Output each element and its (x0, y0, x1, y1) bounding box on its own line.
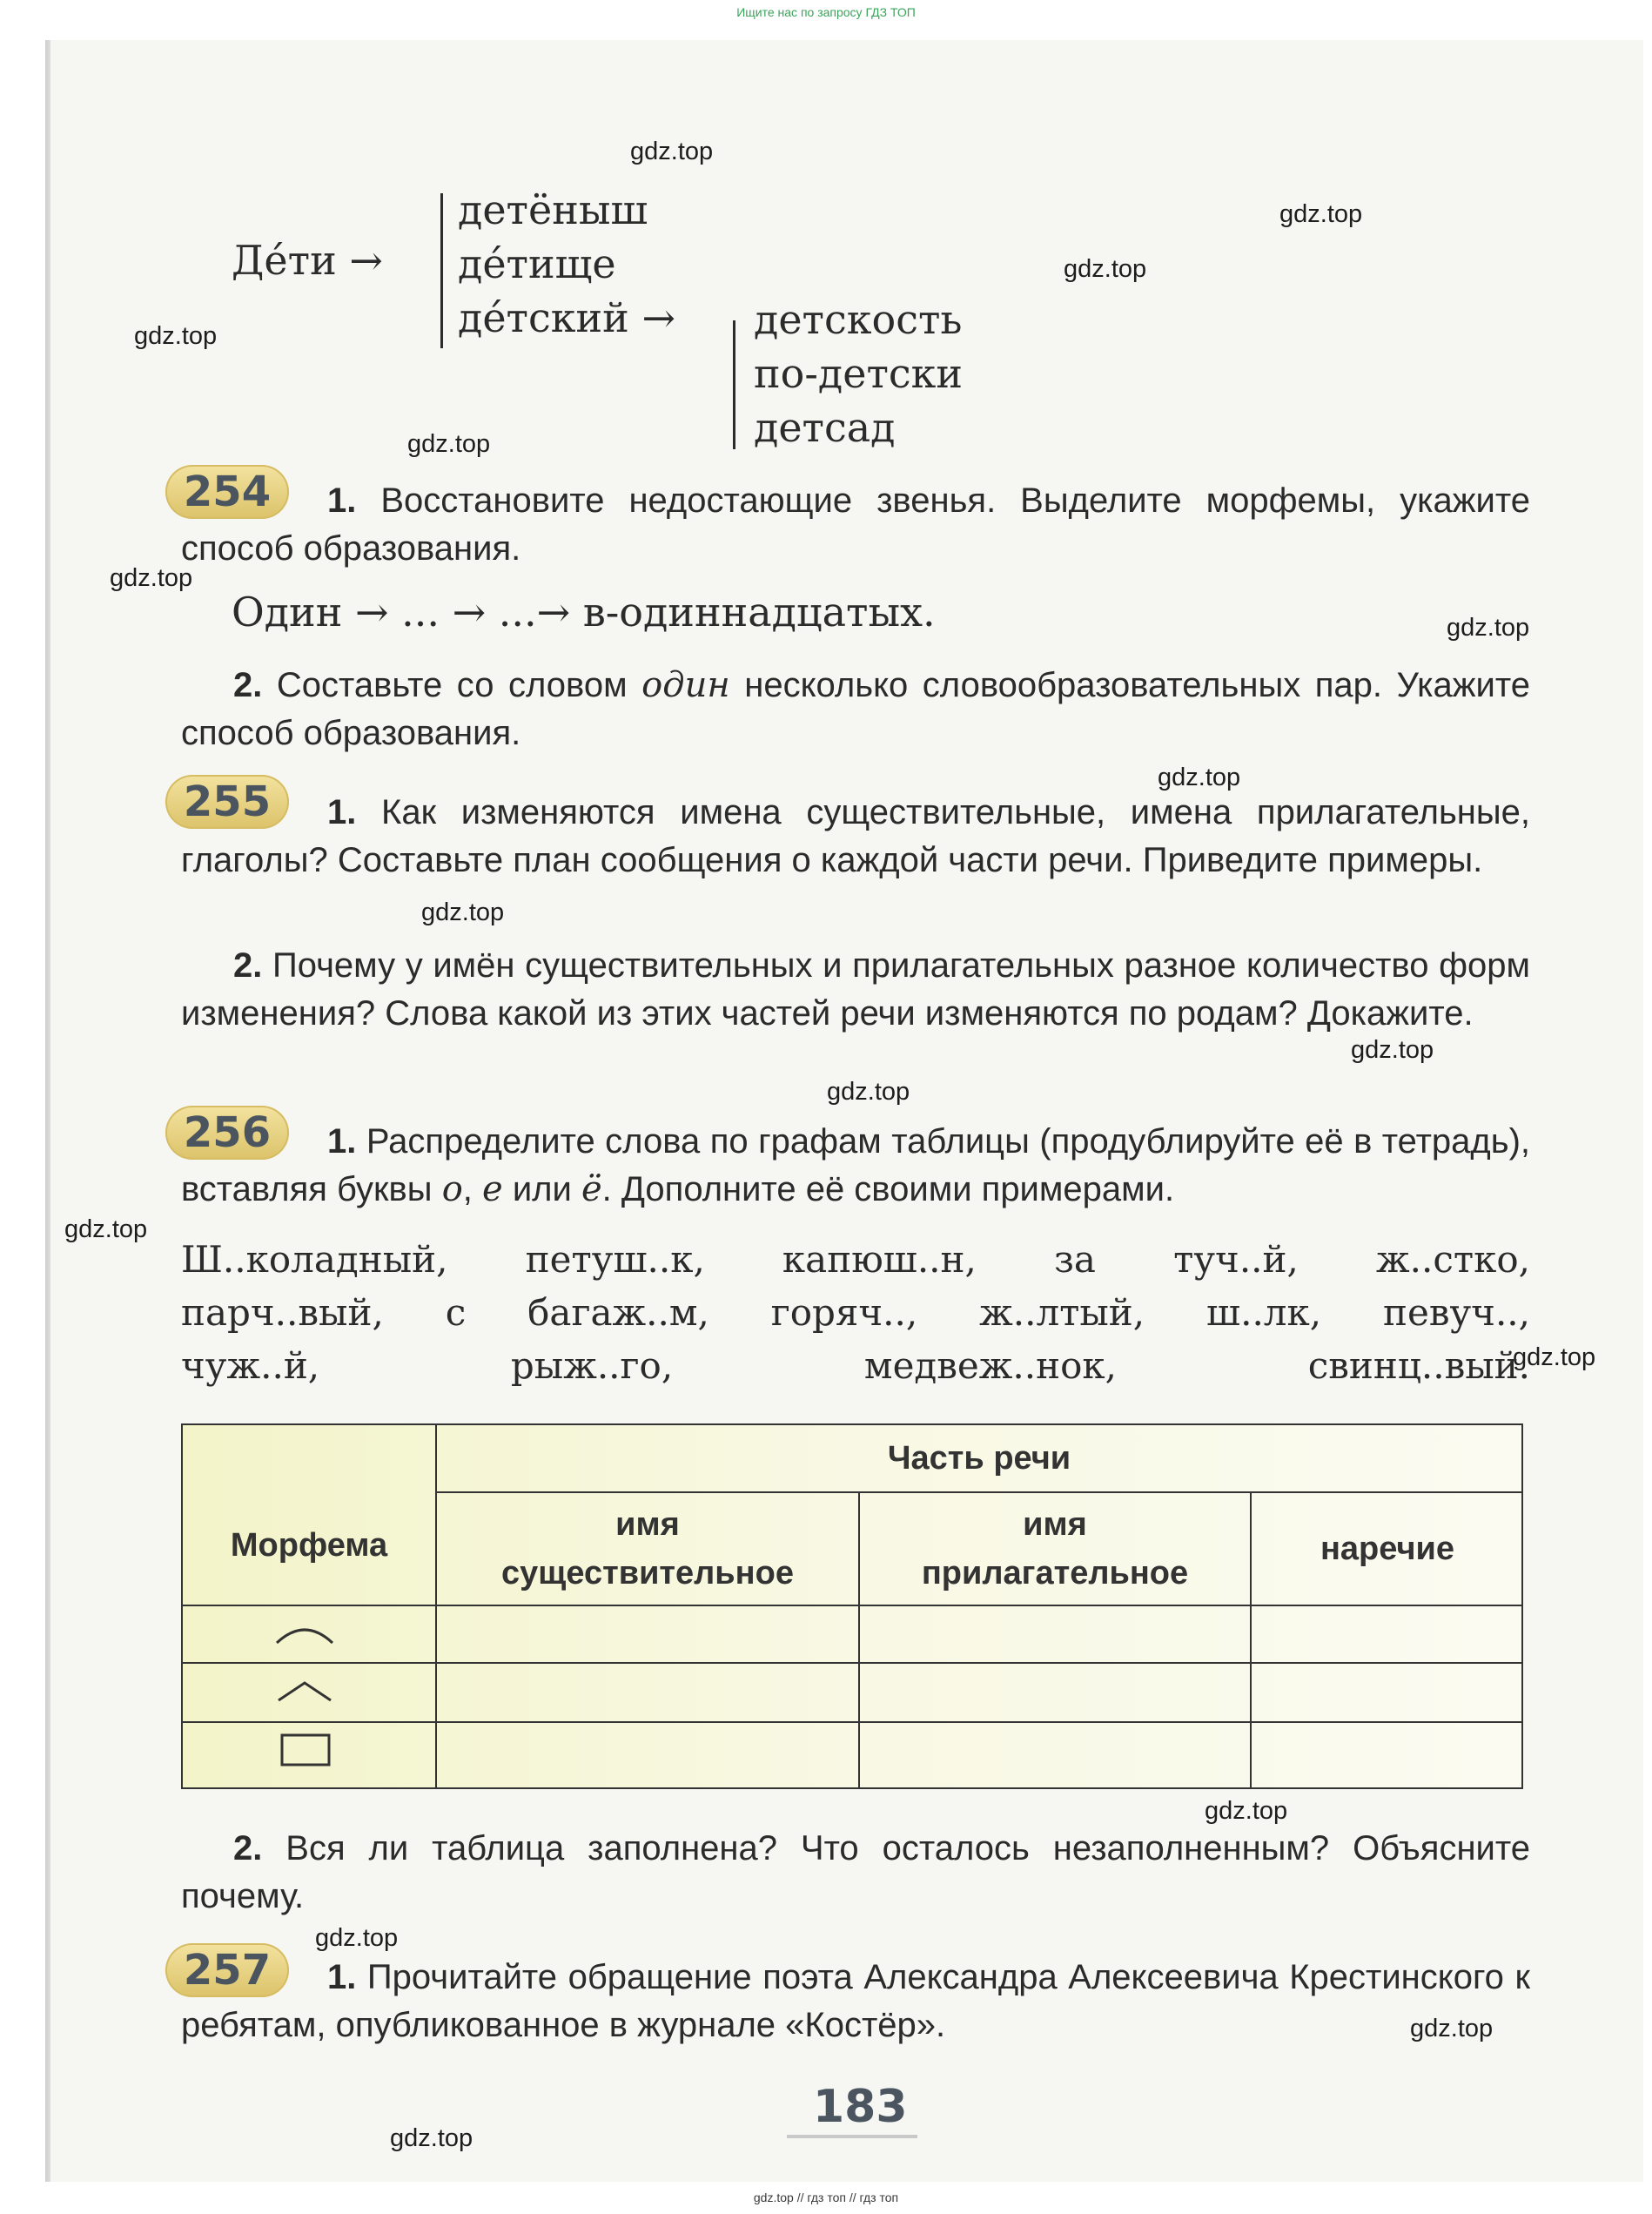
task-number: 1. (327, 1122, 357, 1161)
letter: е (482, 1169, 503, 1209)
root-symbol-icon (270, 1615, 339, 1650)
scheme-root: Де́ти → (232, 237, 383, 284)
morpheme-table (181, 1423, 1523, 1789)
scheme-bracket-1 (440, 193, 443, 348)
table-line (183, 1662, 1523, 1664)
word-line: Ш..коладный, петуш..к, капюш..н, за туч..й, ж..стко, (181, 1238, 1530, 1281)
watermark: gdz.top (1351, 1036, 1434, 1064)
table-header-adjective (860, 1500, 1250, 1598)
exercise-256-task-1 (181, 1118, 1530, 1214)
watermark: gdz.top (1064, 255, 1147, 283)
exercise-number-badge: 257 (165, 1943, 289, 1997)
watermark: gdz.top (827, 1078, 910, 1106)
header-line: имя (1023, 1506, 1087, 1543)
table-line (183, 1721, 1523, 1723)
exercise-254-task-1 (181, 477, 1530, 573)
watermark: gdz.top (1513, 1343, 1596, 1371)
task-text: . Дополните её своими примерами. (601, 1170, 1175, 1208)
exercise-254-chain: Один → ... → ...→ в-одиннадцатых. (232, 589, 936, 636)
table-header-adverb: наречие (1320, 1531, 1455, 1567)
task-text: Как изменяются имена существительные, имена прилагательные, глаголы? Составьте план сообщения о каждой части речи. Приведите примеры. (181, 793, 1530, 879)
watermark: gdz.top (110, 564, 193, 592)
exercise-257-task-1 (181, 1954, 1530, 2049)
task-number: 2. (233, 666, 263, 704)
watermark: gdz.top (1205, 1797, 1288, 1825)
header-line: существительное (501, 1555, 794, 1592)
watermark: gdz.top (1158, 764, 1241, 791)
keyword: один (641, 665, 730, 705)
table-line (183, 1605, 1523, 1606)
exercise-255-task-1 (181, 789, 1530, 885)
task-text: Прочитайте обращение поэта Александра Алексеевича Крестинского к ребятам, опубликованное в журнале «Костёр». (181, 1958, 1530, 2044)
top-search-hint[interactable]: Ищите нас по запросу ГДЗ ТОП (736, 5, 916, 19)
separator: или (512, 1170, 572, 1208)
header-line: имя (615, 1506, 680, 1543)
watermark: gdz.top (64, 1215, 148, 1243)
table-header-noun (437, 1500, 858, 1598)
task-number: 1. (327, 793, 357, 831)
exercise-number-badge: 254 (165, 465, 289, 519)
word-line: парч..вый, с багаж..м, горяч.., ж..лтый, ш..лк, певуч.., (181, 1291, 1530, 1334)
exercise-256-words (181, 1233, 1530, 1392)
exercise-254-task-2 (181, 662, 1530, 757)
separator: , (462, 1170, 473, 1208)
table-line (435, 1491, 1523, 1493)
letter: ё (581, 1169, 602, 1209)
task-text: Почему у имён существительных и прилагательных разное количество форм изменения? Слова какой из этих частей речи изменяются по родам? Докажите. (181, 946, 1530, 1033)
table-header-morpheme: Морфема (230, 1527, 388, 1564)
page-number: 183 (813, 2081, 908, 2133)
watermark: gdz.top (390, 2124, 473, 2152)
watermark: gdz.top (1279, 200, 1363, 228)
scheme-word: де́тский → (458, 294, 675, 341)
scheme-bracket-2 (733, 320, 735, 449)
exercise-number-badge: 256 (165, 1106, 289, 1160)
watermark: gdz.top (421, 898, 505, 926)
watermark: gdz.top (134, 322, 218, 350)
task-text: Вся ли таблица заполнена? Что осталось незаполненным? Объясните почему. (181, 1829, 1530, 1915)
scheme-word: детскость (754, 296, 963, 343)
scheme-word: по-детски (754, 350, 964, 397)
letter: о (441, 1169, 463, 1209)
scheme-word: де́тище (458, 240, 616, 287)
task-number: 1. (327, 1958, 357, 1996)
watermark: gdz.top (630, 138, 714, 165)
footer-links[interactable]: gdz.top // гдз топ // гдз топ (753, 2190, 899, 2204)
watermark: gdz.top (1447, 614, 1530, 642)
suffix-symbol-icon (270, 1674, 339, 1709)
page-number-underline (787, 2135, 917, 2138)
ending-symbol-icon (279, 1732, 334, 1770)
task-text: Восстановите недостающие звенья. Выделите морфемы, укажите способ образования. (181, 481, 1530, 568)
header-line: прилагательное (921, 1555, 1189, 1592)
watermark: gdz.top (1410, 2015, 1494, 2042)
scheme-word: детёныш (458, 186, 648, 233)
task-text: Составьте со словом (276, 666, 628, 704)
task-number: 2. (233, 946, 263, 985)
exercise-255-task-2 (181, 942, 1530, 1038)
watermark: gdz.top (407, 430, 491, 458)
scheme-word: детсад (754, 404, 896, 451)
watermark: gdz.top (315, 1924, 399, 1952)
task-number: 2. (233, 1829, 263, 1867)
task-text: Распределите слова по графам таблицы (продублируйте её в тетрадь), вставляя буквы (181, 1122, 1530, 1208)
exercise-256-task-2 (181, 1825, 1530, 1921)
word-line: чуж..й, рыж..го, медвеж..нок, свинц..вый. (181, 1344, 1530, 1387)
task-number: 1. (327, 481, 357, 520)
table-header-part-of-speech: Часть речи (887, 1440, 1071, 1477)
exercise-number-badge: 255 (165, 775, 289, 829)
task-text: несколько словообразовательных пар. Укажите способ образования. (181, 666, 1530, 752)
